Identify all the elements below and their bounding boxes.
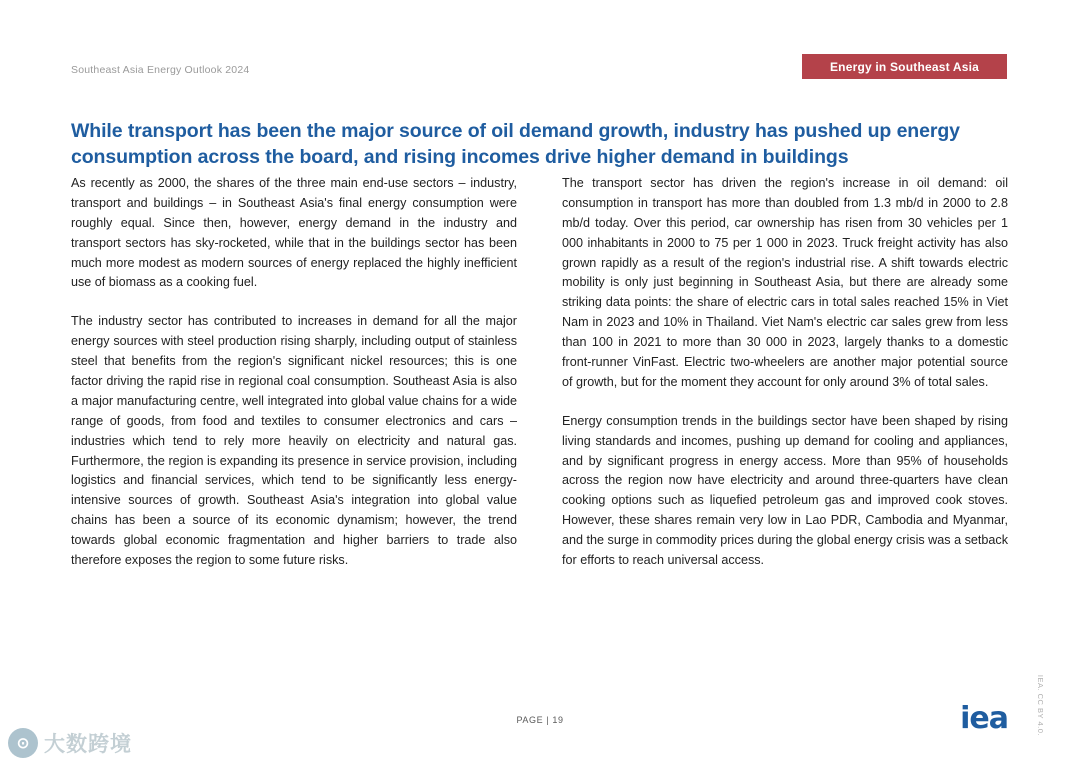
right-column xyxy=(562,174,1008,571)
globe-icon: ⊙ xyxy=(8,728,38,758)
paragraph: The industry sector has contributed to increases in demand for all the major energy sources with steel production rising sharply, including output of stainless steel that benefits from the region's significant nickel resources; this is one factor driving the rapid rise in regional coal consumption. Southeast Asia is also a major manufacturing centre, well integrated into global value chains for a wide range of goods, from food and textiles to consumer electronics and cars – industries which tend to rely more heavily on electricity and natural gas. Furthermore, the region is expanding its presence in service provision, including logistics and financial services, which tend to be significantly less energy-intensive sources of growth. Southeast Asia's integration into global value chains has been a source of its economic dynamism; however, the trend towards global economic fragmentation and higher barriers to trade also therefore exposes the region to some future risks. xyxy=(71,314,517,568)
paragraph: As recently as 2000, the shares of the three main end-use sectors – industry, transport and buildings – in Southeast Asia's final energy consumption were roughly equal. Since then, however, energy demand in the industry and transport sectors has sky-rocketed, while that in the buildings sector has been much more modest as modern sources of energy replaced the highly inefficient use of biomass as a cooking fuel. xyxy=(71,176,517,290)
copyright-credit: IEA. CC BY 4.0. xyxy=(1036,674,1045,736)
page-title: While transport has been the major source of oil demand growth, industry has pushed up energy consumption across the board, and rising incomes drive higher demand in buildings xyxy=(71,120,960,168)
watermark xyxy=(8,728,132,758)
document-title-header: Southeast Asia Energy Outlook 2024 xyxy=(71,64,250,76)
page-number: PAGE | 19 xyxy=(516,715,564,725)
watermark-text: 大数跨境 xyxy=(44,733,132,756)
left-column xyxy=(71,174,517,571)
body-columns xyxy=(71,174,1009,571)
iea-logo: iea xyxy=(960,701,1008,736)
paragraph: The transport sector has driven the region's increase in oil demand: oil consumption in transport has more than doubled from 1.3 mb/d in 2000 to 2.8 mb/d today. Over this period, car ownership has risen from 30 vehicles per 1 000 inhabitants in 2000 to 75 per 1 000 in 2023. Truck freight activity has also grown rapidly as a result of the region's industrial rise. A shift towards electric mobility is only just beginning in Southeast Asia, but there are already some striking data points: the share of electric cars in total sales reached 15% in Viet Nam in 2023 and 10% in Thailand. Viet Nam's electric car sales grew from less than 100 in 2021 to more than 30 000 in 2023, largely thanks to a domestic front-runner VinFast. Electric two-wheelers are another major potential source of growth, but for the moment they account for only around 3% of total sales. xyxy=(562,176,1008,389)
section-tab: Energy in Southeast Asia xyxy=(802,54,1007,79)
paragraph: Energy consumption trends in the buildings sector have been shaped by rising living standards and incomes, pushing up demand for cooling and appliances, and by significant progress in energy access. More than 95% of households across the region now have electricity and around three-quarters have clean cooking options such as liquefied petroleum gas and improved cook stoves. However, these shares remain very low in Lao PDR, Cambodia and Myanmar, and the surge in commodity prices during the global energy crisis was a setback for efforts to reach universal access. xyxy=(562,413,1008,568)
